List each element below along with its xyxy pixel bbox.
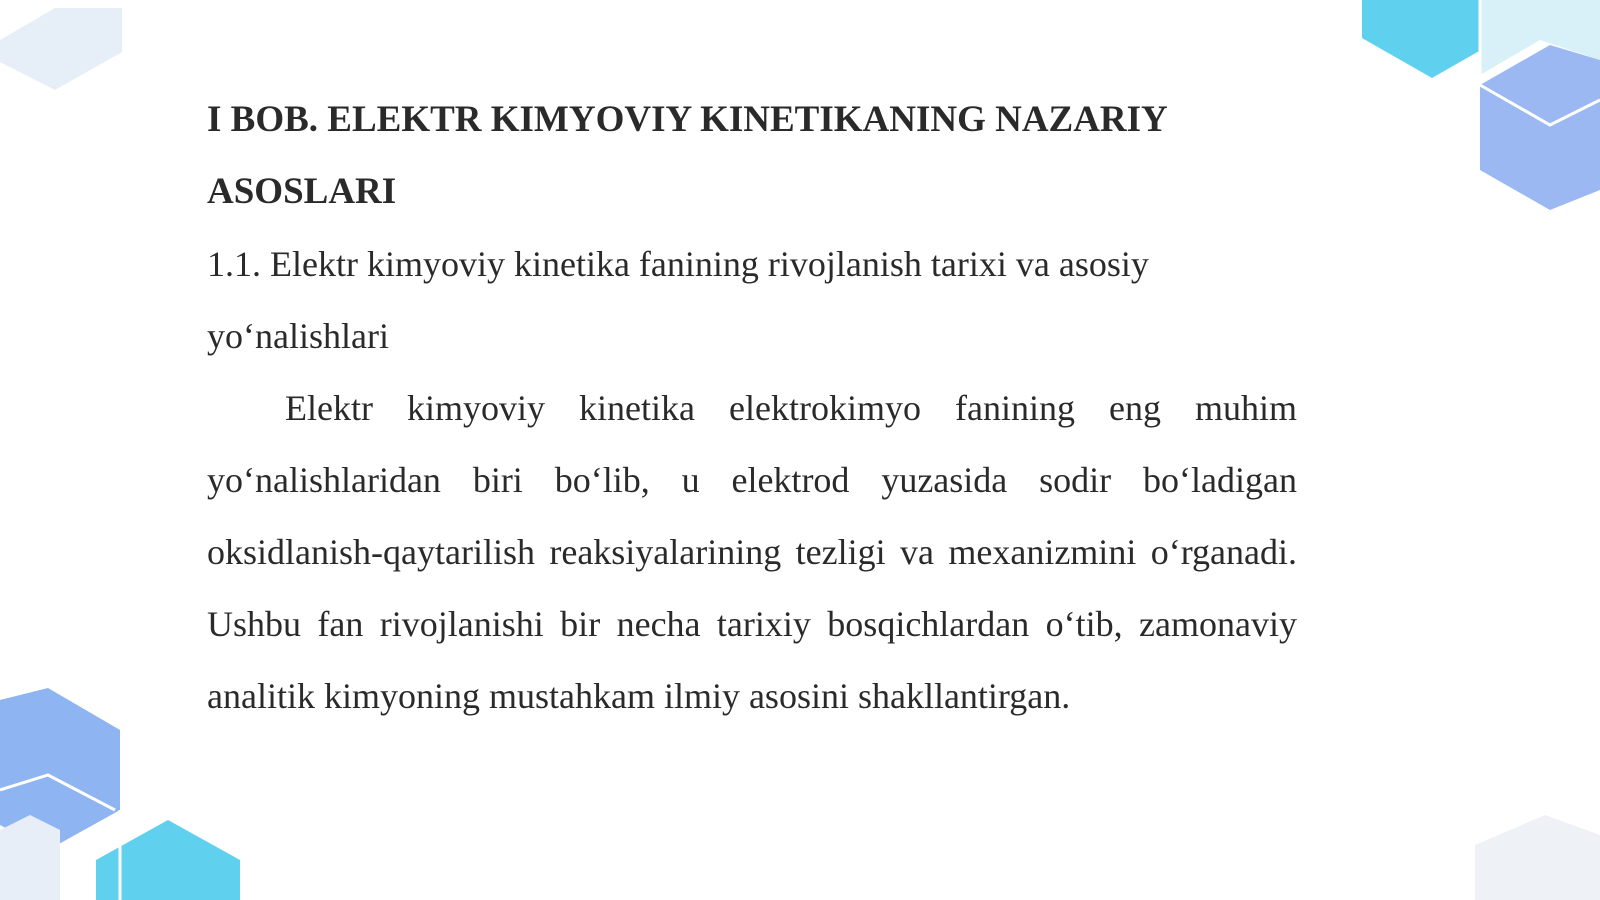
- hexagon-bottom-left-cyan: [96, 820, 240, 900]
- hexagon-bottom-right-pale: [1475, 815, 1600, 900]
- body-paragraph: Elektr kimyoviy kinetika elektrokimyo fanining eng muhim yo‘nalishlaridan biri bo‘lib, u elektrod yuzasida sodir bo‘ladigan oksidlanish-qaytarilish reaksiyalarining tezligi va mexanizmini o‘rganadi. Ushbu fan rivojlanishi bir necha tarixiy bosqichlardan o‘tib, zamonaviy analitik kimyoning mustahkam ilmiy asosini shakllantirgan.: [207, 388, 1297, 716]
- section-title: 1.1. Elektr kimyoviy kinetika fanining rivojlanish tarixi va asosiy yo‘nalishlari: [207, 244, 1149, 356]
- hexagon-top-right-blue: [1480, 45, 1600, 210]
- chapter-title: I BOB. ELEKTR KIMYOVIY KINETIKANING NAZARIY ASOSLARI: [207, 99, 1167, 212]
- document-body: [207, 84, 1297, 732]
- hexagon-bottom-left-pale: [0, 815, 60, 900]
- hexagon-top-left: [0, 8, 122, 90]
